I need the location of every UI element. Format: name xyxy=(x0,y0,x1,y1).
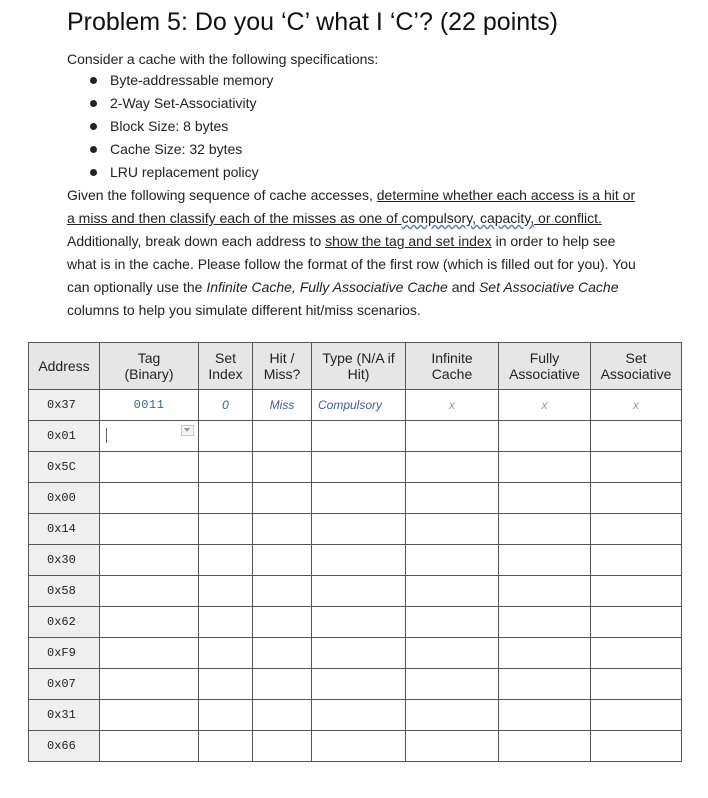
address-cell: 0xF9 xyxy=(29,638,100,669)
table-row xyxy=(29,421,682,452)
table-row xyxy=(29,483,682,514)
fully-associative-cell: x xyxy=(499,390,591,421)
table-row xyxy=(29,669,682,700)
bullet-icon xyxy=(90,77,97,84)
tag-cell[interactable] xyxy=(100,607,199,638)
set-index-cell[interactable] xyxy=(199,700,253,731)
type-cell: Compulsory xyxy=(312,390,406,421)
set-index-cell[interactable] xyxy=(199,607,253,638)
instr-text: in order to help see what is in the cache. Please follow the format of the first row (which is filled out for you). You can optionally use the xyxy=(67,233,636,295)
tag-input-cell[interactable] xyxy=(100,421,199,452)
type-cell[interactable] xyxy=(312,669,406,700)
set-associative-cell[interactable] xyxy=(591,731,682,762)
spec-text: Cache Size: 32 bytes xyxy=(110,141,243,157)
set-associative-cell[interactable] xyxy=(591,483,682,514)
instr-underline: determine whether each access is a hit or a miss and then classify each of the misses as one of xyxy=(67,187,636,226)
tag-cell[interactable] xyxy=(100,700,199,731)
type-cell[interactable] xyxy=(312,607,406,638)
fully-associative-cell[interactable] xyxy=(499,669,591,700)
tag-cell: 0011 xyxy=(100,390,199,421)
table-row xyxy=(29,514,682,545)
set-associative-cell[interactable] xyxy=(591,452,682,483)
instr-text: columns to help you simulate different hit/miss scenarios. xyxy=(67,302,421,318)
header-hit-miss: Hit / Miss? xyxy=(253,343,312,390)
tag-cell[interactable] xyxy=(100,483,199,514)
spec-list xyxy=(90,71,273,186)
fully-associative-cell[interactable] xyxy=(499,700,591,731)
header-address: Address xyxy=(29,343,100,390)
infinite-cache-cell[interactable] xyxy=(406,607,499,638)
dropdown-arrow-icon[interactable] xyxy=(181,425,194,436)
table-row xyxy=(29,607,682,638)
fully-associative-cell[interactable] xyxy=(499,638,591,669)
address-cell: 0x58 xyxy=(29,576,100,607)
tag-cell[interactable] xyxy=(100,669,199,700)
header-row xyxy=(29,343,682,390)
hit-miss-cell[interactable] xyxy=(253,576,312,607)
bullet-icon xyxy=(90,123,97,130)
spec-item xyxy=(90,117,273,140)
hit-miss-cell[interactable] xyxy=(253,452,312,483)
fully-associative-cell[interactable] xyxy=(499,452,591,483)
type-cell[interactable] xyxy=(312,731,406,762)
type-cell[interactable] xyxy=(312,700,406,731)
set-index-cell[interactable] xyxy=(199,669,253,700)
fully-associative-cell[interactable] xyxy=(499,731,591,762)
type-cell[interactable] xyxy=(312,483,406,514)
infinite-cache-cell[interactable] xyxy=(406,421,499,452)
table-row xyxy=(29,545,682,576)
infinite-cache-cell: x xyxy=(406,390,499,421)
infinite-cache-cell[interactable] xyxy=(406,545,499,576)
spec-item xyxy=(90,163,273,186)
tag-cell[interactable] xyxy=(100,452,199,483)
bullet-icon xyxy=(90,146,97,153)
fully-associative-cell[interactable] xyxy=(499,421,591,452)
address-cell: 0x62 xyxy=(29,607,100,638)
table-row xyxy=(29,452,682,483)
infinite-cache-cell[interactable] xyxy=(406,669,499,700)
spec-item xyxy=(90,140,273,163)
hit-miss-cell[interactable] xyxy=(253,607,312,638)
example-row xyxy=(29,390,682,421)
hit-miss-cell[interactable] xyxy=(253,669,312,700)
address-cell: 0x00 xyxy=(29,483,100,514)
infinite-cache-cell[interactable] xyxy=(406,700,499,731)
page-title: Problem 5: Do you ‘C’ what I ‘C’? (22 points) xyxy=(67,8,558,36)
tag-cell[interactable] xyxy=(100,731,199,762)
set-index-cell[interactable] xyxy=(199,514,253,545)
instr-text: Given the following sequence of cache accesses, xyxy=(67,187,377,203)
infinite-cache-cell[interactable] xyxy=(406,731,499,762)
hit-miss-cell[interactable] xyxy=(253,483,312,514)
address-cell: 0x37 xyxy=(29,390,100,421)
header-set-associative: Set Associative xyxy=(591,343,682,390)
set-associative-cell[interactable] xyxy=(591,514,682,545)
type-cell[interactable] xyxy=(312,638,406,669)
set-index-cell[interactable] xyxy=(199,638,253,669)
hit-miss-cell[interactable] xyxy=(253,545,312,576)
spec-text: LRU replacement policy xyxy=(110,164,259,180)
hit-miss-cell[interactable] xyxy=(253,731,312,762)
instr-italic: Infinite Cache, Fully Associative Cache xyxy=(206,279,448,295)
text-cursor xyxy=(106,428,107,443)
set-index-cell: 0 xyxy=(199,390,253,421)
tag-cell[interactable] xyxy=(100,576,199,607)
set-associative-cell[interactable] xyxy=(591,638,682,669)
set-associative-cell[interactable] xyxy=(591,607,682,638)
spec-item xyxy=(90,71,273,94)
spec-text: Byte-addressable memory xyxy=(110,72,274,88)
address-cell: 0x66 xyxy=(29,731,100,762)
set-associative-cell[interactable] xyxy=(591,545,682,576)
set-associative-cell[interactable] xyxy=(591,700,682,731)
hit-miss-cell[interactable] xyxy=(253,700,312,731)
table-row xyxy=(29,731,682,762)
hit-miss-cell[interactable] xyxy=(253,514,312,545)
type-cell[interactable] xyxy=(312,514,406,545)
instr-spellcheck: compulsory, capacity, xyxy=(401,210,535,226)
table-row xyxy=(29,576,682,607)
hit-miss-cell[interactable] xyxy=(253,421,312,452)
infinite-cache-cell[interactable] xyxy=(406,638,499,669)
instr-underline: show the tag and set index xyxy=(325,233,492,249)
bullet-icon xyxy=(90,169,97,176)
header-tag: Tag (Binary) xyxy=(100,343,199,390)
bullet-icon xyxy=(90,100,97,107)
set-index-cell[interactable] xyxy=(199,421,253,452)
set-index-cell[interactable] xyxy=(199,483,253,514)
fully-associative-cell[interactable] xyxy=(499,576,591,607)
hit-miss-cell: Miss xyxy=(253,390,312,421)
instructions-paragraph xyxy=(67,184,637,322)
spec-text: 2-Way Set-Associativity xyxy=(110,95,257,111)
hit-miss-cell[interactable] xyxy=(253,638,312,669)
type-cell[interactable] xyxy=(312,421,406,452)
tag-cell[interactable] xyxy=(100,545,199,576)
instr-text: Additionally, break down each address to xyxy=(67,233,326,249)
set-index-cell[interactable] xyxy=(199,452,253,483)
type-cell[interactable] xyxy=(312,576,406,607)
type-cell[interactable] xyxy=(312,545,406,576)
infinite-cache-cell[interactable] xyxy=(406,452,499,483)
table-row xyxy=(29,638,682,669)
set-index-cell[interactable] xyxy=(199,576,253,607)
fully-associative-cell[interactable] xyxy=(499,545,591,576)
set-index-cell[interactable] xyxy=(199,545,253,576)
fully-associative-cell[interactable] xyxy=(499,483,591,514)
spec-text: Block Size: 8 bytes xyxy=(110,118,229,134)
address-cell: 0x5C xyxy=(29,452,100,483)
address-cell: 0x31 xyxy=(29,700,100,731)
header-type: Type (N/A if Hit) xyxy=(312,343,406,390)
infinite-cache-cell[interactable] xyxy=(406,483,499,514)
spec-item xyxy=(90,94,273,117)
set-associative-cell[interactable] xyxy=(591,669,682,700)
set-index-cell[interactable] xyxy=(199,731,253,762)
infinite-cache-cell[interactable] xyxy=(406,514,499,545)
instr-text: and xyxy=(447,279,479,295)
fully-associative-cell[interactable] xyxy=(499,607,591,638)
header-infinite-cache: Infinite Cache xyxy=(406,343,499,390)
header-fully-associative: Fully Associative xyxy=(499,343,591,390)
infinite-cache-cell[interactable] xyxy=(406,576,499,607)
type-cell[interactable] xyxy=(312,452,406,483)
set-associative-cell[interactable] xyxy=(591,421,682,452)
intro-text: Consider a cache with the following specifications: xyxy=(67,51,379,67)
table-row xyxy=(29,700,682,731)
cache-access-table xyxy=(28,342,682,762)
address-cell: 0x07 xyxy=(29,669,100,700)
set-associative-cell: x xyxy=(591,390,682,421)
header-set-index: Set Index xyxy=(199,343,253,390)
address-cell: 0x30 xyxy=(29,545,100,576)
set-associative-cell[interactable] xyxy=(591,576,682,607)
fully-associative-cell[interactable] xyxy=(499,514,591,545)
address-cell: 0x01 xyxy=(29,421,100,452)
tag-cell[interactable] xyxy=(100,638,199,669)
instr-italic: Set Associative Cache xyxy=(478,279,619,295)
instr-underline: or conflict. xyxy=(534,210,602,226)
tag-cell[interactable] xyxy=(100,514,199,545)
address-cell: 0x14 xyxy=(29,514,100,545)
